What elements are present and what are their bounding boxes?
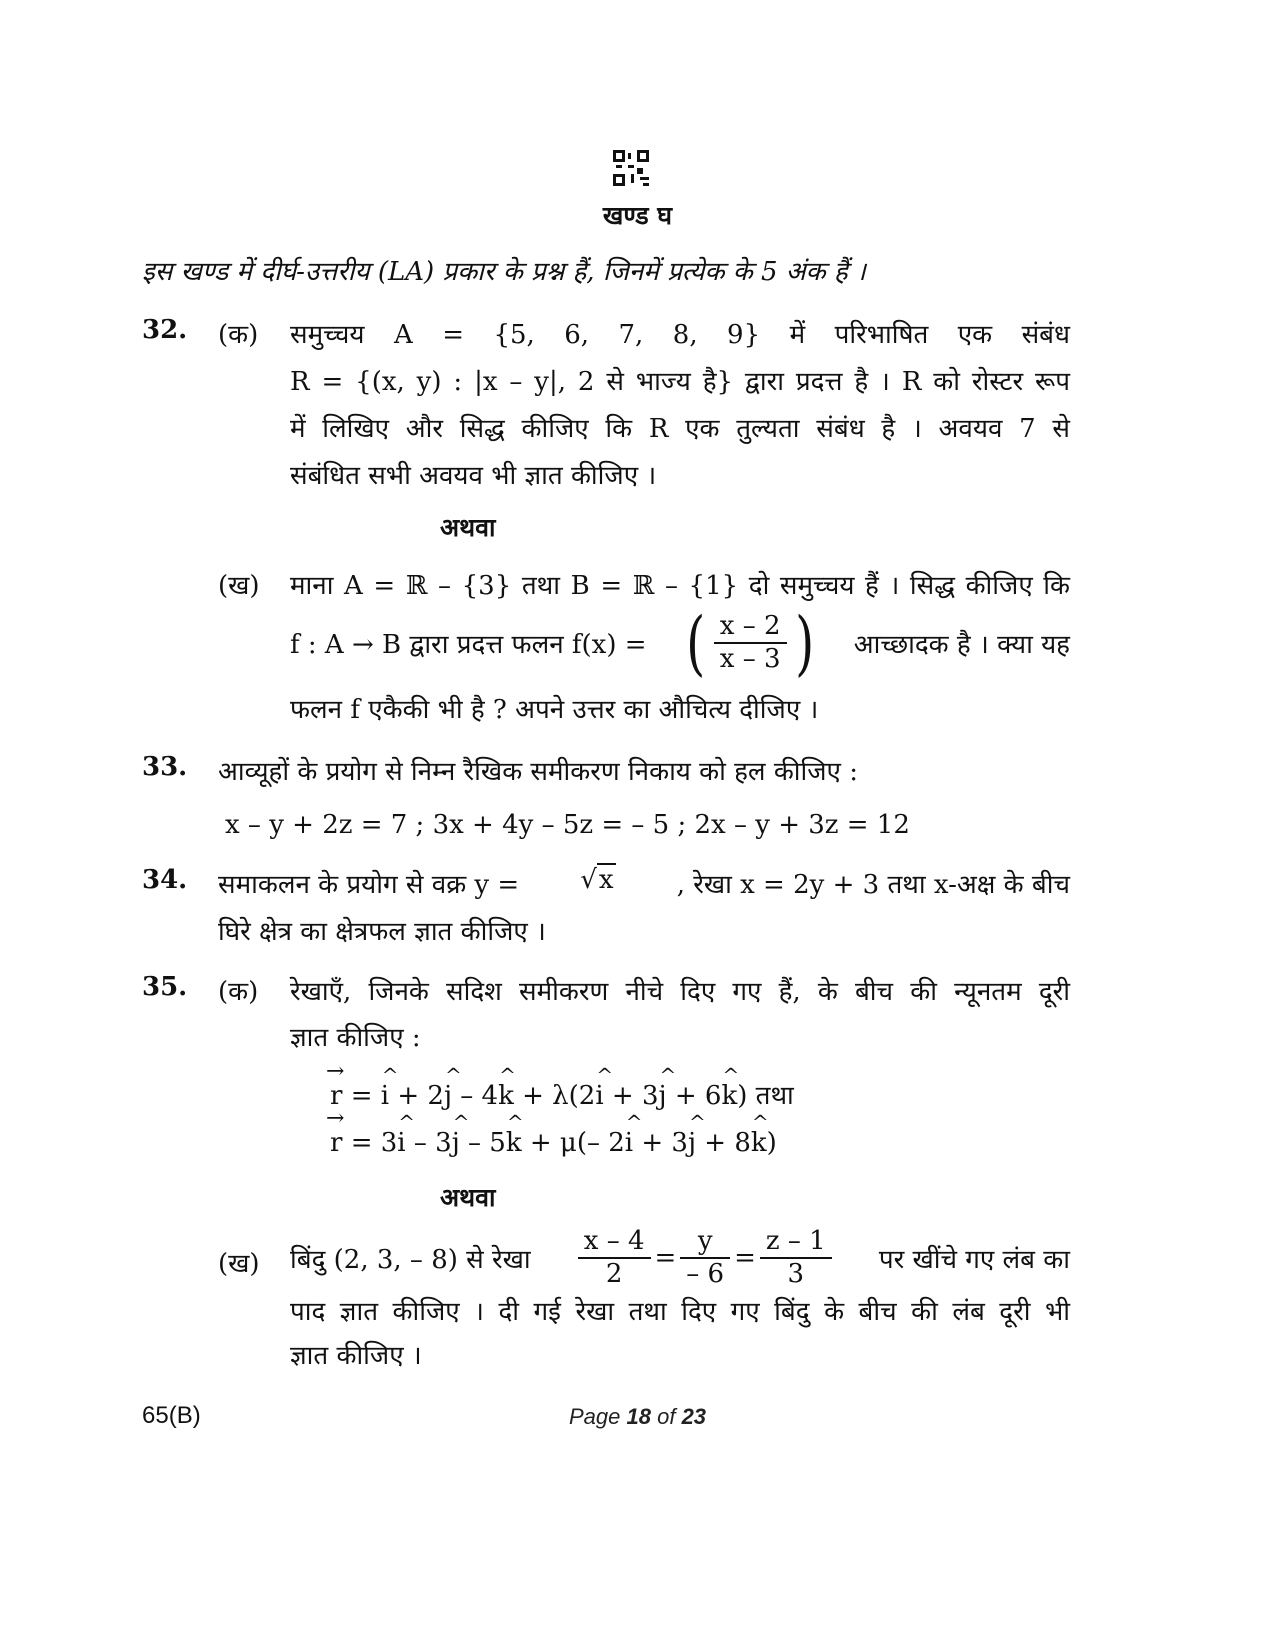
page-total: 23 xyxy=(681,1404,707,1429)
term: ) xyxy=(766,1128,777,1158)
fraction-numerator: x – 4 xyxy=(578,1226,651,1259)
fraction-numerator: z – 1 xyxy=(760,1226,832,1259)
q35-part-b-label: (ख) xyxy=(218,1249,260,1279)
fraction-denominator: – 6 xyxy=(686,1259,725,1290)
vector-equation-2 xyxy=(330,1128,777,1158)
q35-part-a-line1: रेखाएँ, जिनके सदिश समीकरण नीचे दिए गए हैं, के बीच की न्यूनतम दूरी xyxy=(290,977,1070,1007)
fraction xyxy=(578,1226,651,1290)
q35-part-b-line2: पाद ज्ञात कीजिए । दी गई रेखा तथा दिए गए बिंदु के बीच की लंब दूरी भी xyxy=(290,1297,1070,1327)
question-number-32: 32. xyxy=(142,315,188,345)
term: = 3 xyxy=(350,1128,398,1158)
fraction xyxy=(760,1226,832,1290)
term: ) तथा xyxy=(737,1081,794,1111)
q32-part-b-line2 xyxy=(290,602,1070,684)
fraction xyxy=(680,1226,730,1290)
term: + 3 xyxy=(603,1081,659,1111)
term: – 3 xyxy=(405,1128,452,1158)
sqrt-expression: √x xyxy=(580,865,614,895)
unit-k: ^ k xyxy=(506,1128,522,1158)
term: + 8 xyxy=(696,1128,751,1158)
unit-i: ^ i xyxy=(397,1128,405,1158)
fraction-expression xyxy=(682,602,817,684)
fraction-denominator: 2 xyxy=(605,1259,623,1290)
term: – 4 xyxy=(452,1081,499,1111)
unit-j: ^ j xyxy=(452,1128,460,1158)
term: + 6 xyxy=(666,1081,722,1111)
vector-r: → r xyxy=(330,1081,342,1111)
q35-part-b-line1-post: पर खींचे गए लंब का xyxy=(878,1245,1070,1276)
section-title: खण्ड घ xyxy=(602,201,673,230)
left-paren: ( xyxy=(686,602,706,684)
question-number-35: 35. xyxy=(142,972,188,1002)
page-current: 18 xyxy=(626,1404,651,1429)
unit-i: ^ i xyxy=(595,1081,603,1111)
unit-k: ^ k xyxy=(498,1081,514,1111)
term: + 2 xyxy=(389,1081,444,1111)
q32-part-a-line2: R = {(x, y) : |x – y|, 2 से भाज्य है} द्वारा प्रदत्त है । R को रोस्टर रूप xyxy=(290,367,1070,397)
q34-line1 xyxy=(218,865,1070,901)
unit-j: ^ j xyxy=(444,1081,452,1111)
q32-part-b-line2-pre: f : A → B द्वारा प्रदत्त फलन f(x) = xyxy=(290,630,647,660)
paper-code: 65(B) xyxy=(142,1402,201,1429)
unit-k: ^ k xyxy=(721,1081,737,1111)
q32-part-a-line1: समुच्चय A = {5, 6, 7, 8, 9} में परिभाषित एक संबंध xyxy=(290,320,1070,350)
term: + 3 xyxy=(633,1128,688,1158)
fraction-denominator: x – 3 xyxy=(719,644,781,674)
q32-part-b-line2-post: आच्छादक है । क्या यह xyxy=(853,630,1070,660)
unit-k: ^ k xyxy=(751,1128,767,1158)
qr-code-icon xyxy=(613,150,649,186)
fraction-numerator: x – 2 xyxy=(714,611,787,644)
equals-sign: = xyxy=(734,1243,756,1274)
term: + λ(2 xyxy=(513,1081,596,1111)
q32-part-b-label: (ख) xyxy=(218,571,260,601)
q32-part-a-line3: में लिखिए और सिद्ध कीजिए कि R एक तुल्यता संबंध है । अवयव 7 से xyxy=(290,414,1070,444)
unit-i: ^ i xyxy=(625,1128,633,1158)
equals-sign: = xyxy=(654,1243,677,1274)
page-word: Page xyxy=(568,1404,621,1429)
vector-r: → r xyxy=(330,1128,342,1158)
q32-part-a-label: (क) xyxy=(218,320,259,350)
fraction-denominator: 3 xyxy=(787,1259,805,1290)
q33-equations: x – y + 2z = 7 ; 3x + 4y – 5z = – 5 ; 2x – y + 3z = 12 xyxy=(225,810,910,840)
unit-i: ^ i xyxy=(381,1081,389,1111)
term: = xyxy=(350,1081,381,1111)
q32-part-b-line1: माना A = ℝ – {3} तथा B = ℝ – {1} दो समुच्चय हैं । सिद्ध कीजिए कि xyxy=(290,571,1070,601)
page-of: of xyxy=(657,1404,676,1429)
term: – 5 xyxy=(459,1128,506,1158)
question-number-34: 34. xyxy=(142,865,188,895)
q32-part-b-line3: फलन f एकैकी भी है ? अपने उत्तर का औचित्य दीजिए । xyxy=(290,695,819,725)
q34-line2: घिरे क्षेत्र का क्षेत्रफल ज्ञात कीजिए । xyxy=(218,917,546,947)
q34-line1-post: , रेखा x = 2y + 3 तथा x-अक्ष के बीच xyxy=(676,870,1070,900)
q32-or-label: अथवा xyxy=(440,513,496,542)
q35-part-a-line2: ज्ञात कीजिए : xyxy=(290,1023,421,1053)
q35-or-label: अथवा xyxy=(440,1183,496,1212)
q35-part-b-line3: ज्ञात कीजिए । xyxy=(290,1341,422,1371)
q34-line1-pre: समाकलन के प्रयोग से वक्र y = xyxy=(218,870,520,900)
fraction-numerator: y xyxy=(680,1226,730,1259)
q32-part-a-line4: संबंधित सभी अवयव भी ज्ञात कीजिए । xyxy=(290,461,657,491)
q35-part-a-label: (क) xyxy=(218,977,259,1007)
q35-part-b-line1 xyxy=(290,1226,1070,1290)
fraction xyxy=(714,611,787,675)
unit-j: ^ j xyxy=(688,1128,696,1158)
page-number xyxy=(0,1404,1275,1430)
vector-equation-1 xyxy=(330,1076,794,1112)
term: + μ(– 2 xyxy=(521,1128,625,1158)
line-equation xyxy=(574,1226,836,1290)
question-number-33: 33. xyxy=(142,752,188,782)
right-paren: ) xyxy=(794,602,814,684)
section-instructions: इस खण्ड में दीर्घ-उत्तरीय (LA) प्रकार के प्रश्न हैं, जिनमें प्रत्येक के 5 अंक हैं । xyxy=(142,257,866,287)
q35-part-b-line1-pre: बिंदु (2, 3, – 8) से रेखा xyxy=(290,1245,531,1276)
unit-j: ^ j xyxy=(659,1081,667,1111)
q33-text: आव्यूहों के प्रयोग से निम्न रैखिक समीकरण निकाय को हल कीजिए : xyxy=(218,757,858,787)
sqrt-radicand: x xyxy=(598,865,614,895)
